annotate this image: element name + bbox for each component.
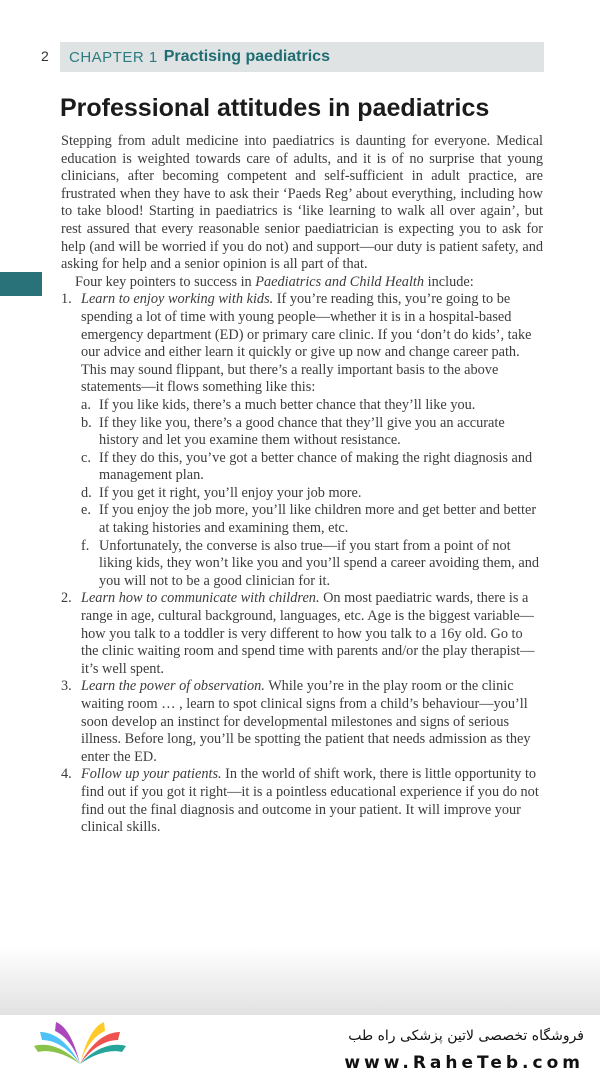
- intro-paragraph: Stepping from adult medicine into paediatrics is daunting for everyone. Medical education is weighted towards care of adults, and it is of no surprise that young clinicians, after becoming competent and self-sufficient in adult practice, are frustrated when they have to ask their ‘Paeds Reg’ about everything, including how to take blood! Starting in paediatrics is ‘like learning to walk all over again’, but rest assured that every reasonable senior paediatrician is expecting you to ask for help (and will be worried if you do not) and support—our duty is patient safety, and asking for help and a senior opinion is all part of that.: [61, 133, 543, 273]
- sub-letter: b.: [81, 414, 92, 431]
- store-name: فروشگاه تخصصی لاتین پزشکی راه طب: [348, 1028, 584, 1044]
- sub-text: If you like kids, there’s a much better chance that they’ll like you.: [99, 396, 476, 413]
- sub-letter: d.: [81, 484, 92, 501]
- sub-letter: f.: [81, 537, 90, 554]
- sub-list: [81, 397, 543, 591]
- lead-text-end: include:: [424, 273, 474, 290]
- list-item: [61, 678, 543, 766]
- list-number: 3.: [61, 678, 72, 695]
- sub-list-item: [81, 485, 543, 503]
- open-book-logo-icon: [30, 1018, 130, 1068]
- page-number: 2: [41, 48, 49, 64]
- pointer-body: In the world of shift work, there is little opportunity to find out if you got it right—it is a pointless educational experience if you do not find out the final diagnosis and outcome in your patient. It will improve your clinical skills.: [81, 766, 539, 836]
- lead-sentence: [61, 274, 543, 292]
- pointer-title: Learn how to communicate with children.: [81, 590, 320, 607]
- pointer-title: Learn the power of observation.: [81, 678, 265, 695]
- sub-list-item: [81, 415, 543, 450]
- pointer-body: On most paediatric wards, there is a range in age, cultural background, languages, etc. Age is the biggest variable—how you talk to a toddler is very different to how you talk to a 16y old. Go to the clinic waiting room and spend time with parents and/or the play therapist—it’s well spent.: [81, 590, 535, 677]
- sub-letter: e.: [81, 502, 91, 519]
- list-number: 1.: [61, 291, 72, 308]
- body-text: [61, 133, 543, 837]
- sub-list-item: [81, 502, 543, 537]
- pointer-list: [61, 291, 543, 836]
- chapter-title: Practising paediatrics: [163, 48, 330, 65]
- footer-shadow: [0, 945, 600, 1015]
- list-item: [61, 590, 543, 678]
- sub-text: If they like you, there’s a good chance that they’ll give you an accurate history and let you examine them without resistance.: [99, 414, 505, 449]
- sub-list-item: [81, 397, 543, 415]
- list-item: [61, 766, 543, 836]
- pointer-title: Learn to enjoy working with kids.: [81, 291, 274, 308]
- section-title: Professional attitudes in paediatrics: [60, 94, 490, 122]
- sub-text: If you get it right, you’ll enjoy your job more.: [99, 484, 362, 501]
- sub-letter: a.: [81, 396, 91, 413]
- sub-letter: c.: [81, 449, 91, 466]
- chapter-label: CHAPTER 1: [69, 48, 158, 66]
- list-item: [61, 291, 543, 590]
- list-number: 4.: [61, 766, 72, 783]
- pointer-title: Follow up your patients.: [81, 766, 222, 783]
- sub-text: If they do this, you’ve got a better chance of making the right diagnosis and management plan.: [99, 449, 533, 484]
- sub-list-item: [81, 538, 543, 591]
- lead-text: Four key pointers to success in: [75, 273, 256, 290]
- sub-list-item: [81, 450, 543, 485]
- sub-text: If you enjoy the job more, you’ll like children more and get better and better at taking histories and examining them, etc.: [99, 502, 537, 537]
- store-url[interactable]: www.RaheTeb.com: [344, 1053, 584, 1073]
- chapter-header: [60, 42, 544, 72]
- lead-emphasis: Paediatrics and Child Health: [255, 273, 425, 290]
- pointer-body: While you’re in the play room or the clinic waiting room … , learn to spot clinical signs from a child’s behaviour—you’ll soon develop an instinct for developmental milestones and signs of serious illness. Before long, you’ll be spotting the patient that needs admission as they enter the ED.: [81, 678, 531, 765]
- sub-text: Unfortunately, the converse is also true—if you start from a point of not liking kids, they won’t like you and you’ll spend a career avoiding them, and you will not to be a good clinician for it.: [99, 537, 540, 589]
- side-thumb-tab: [0, 272, 42, 296]
- pointer-body: If you’re reading this, you’re going to be spending a lot of time with young people—whether it is in a hospital-based emergency department (ED) or primary care clinic. If you ‘don’t do kids’, take our advice and either learn it quickly or give up now and change career path. This may sound flippant, but there’s a really important basis to the above statements—it flows something like this:: [81, 291, 532, 396]
- list-number: 2.: [61, 590, 72, 607]
